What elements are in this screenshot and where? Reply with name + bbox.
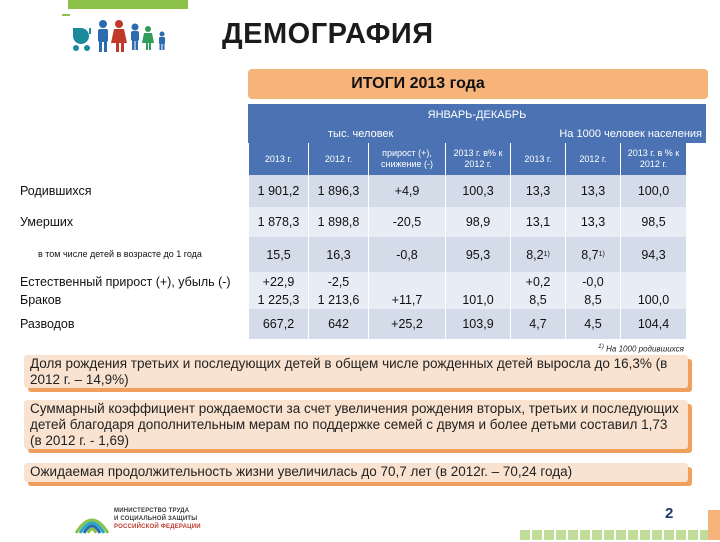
table-cell: +0,2	[510, 272, 565, 291]
table-cell	[565, 237, 620, 272]
info-box-third-children: Доля рождения третьих и последующих детей в общем числе рожденных детей выросла до 16,3% (в 2012 г. – 14,9%)	[24, 355, 688, 388]
table-row	[18, 309, 706, 339]
column-header: 2013 г. в% к 2012 г.	[445, 143, 510, 175]
ministry-line: РОССИЙСКОЙ ФЕДЕРАЦИИ	[114, 524, 201, 530]
table-cell: 101,0	[445, 291, 510, 309]
ministry-name	[114, 507, 201, 531]
table-cell: 16,3	[308, 237, 368, 272]
table-footnote	[598, 343, 684, 354]
table-cell: 13,1	[510, 207, 565, 237]
footnote-mark: 1)	[598, 343, 604, 350]
table-cell: 95,3	[445, 237, 510, 272]
table-cell: 1 878,3	[248, 207, 308, 237]
table-cell: -2,5	[308, 272, 368, 291]
table-row	[18, 207, 706, 237]
footer-decoration	[520, 530, 710, 540]
column-header: прирост (+), снижение (-)	[368, 143, 445, 175]
group-per-1000: На 1000 человек населения	[559, 128, 702, 140]
group-thousand-people: тыс. человек	[328, 128, 394, 140]
subtitle: ИТОГИ 2013 года	[351, 75, 485, 92]
table-cell	[510, 237, 565, 272]
top-accent-bar	[68, 0, 188, 9]
ministry-line: И СОЦИАЛЬНОЙ ЗАЩИТЫ	[114, 516, 198, 522]
info-box-fertility-rate: Суммарный коэффициент рождаемости за счет увеличения рождения вторых, третьих и последующих детей благодаря дополнительным мерам по поддержке семей с двумя и более детьми составил 1,73 (в 2012 г. - 1,69)	[24, 400, 688, 449]
table-cell: 104,4	[620, 309, 686, 339]
cell-value: 8,7	[581, 247, 599, 262]
table-cell: 1 898,8	[308, 207, 368, 237]
table-cell: 13,3	[565, 207, 620, 237]
table-cell: 642	[308, 309, 368, 339]
column-header: 2013 г. в % к 2012 г.	[620, 143, 686, 175]
table-cell: -0,0	[565, 272, 620, 291]
info-box-life-expectancy: Ожидаемая продолжительность жизни увеличилась до 70,7 лет (в 2012г. – 70,24 года)	[24, 463, 688, 482]
subtitle-banner	[248, 69, 708, 99]
table-cell: +11,7	[368, 291, 445, 309]
row-label: Умерших	[20, 215, 74, 229]
table-cell: 13,3	[510, 175, 565, 207]
row-label: Родившихся	[20, 184, 92, 198]
table-cell: 1 213,6	[308, 291, 368, 309]
table-cell: 98,5	[620, 207, 686, 237]
ministry-emblem-icon	[74, 503, 110, 537]
table-period-header: ЯНВАРЬ-ДЕКАБРЬ	[248, 104, 706, 126]
table-cell: 98,9	[445, 207, 510, 237]
table-cell: 8,5	[565, 291, 620, 309]
table-cell: -20,5	[368, 207, 445, 237]
table-cell	[620, 272, 686, 291]
table-cell: 1 225,3	[248, 291, 308, 309]
row-label: Естественный прирост (+), убыль (-)	[20, 274, 231, 289]
footnote-mark: 1)	[543, 251, 550, 258]
row-label: в том числе детей в возрасте до 1 года	[38, 249, 202, 259]
table-cell: 1 901,2	[248, 175, 308, 207]
column-header: 2012 г.	[308, 143, 368, 175]
top-accent-line	[62, 14, 70, 16]
corner-accent-bar	[708, 510, 720, 540]
table-cell: 13,3	[565, 175, 620, 207]
table-column-headers	[248, 143, 706, 175]
ministry-logo	[74, 503, 274, 540]
footnote-mark: 1)	[598, 251, 605, 258]
table-row	[18, 237, 706, 272]
table-cell: 100,0	[620, 175, 686, 207]
ministry-line: МИНИСТЕРСТВО ТРУДА	[114, 508, 190, 514]
column-header: 2013 г.	[510, 143, 565, 175]
page-title: ДЕМОГРАФИЯ	[222, 18, 434, 50]
row-label: Браков	[20, 293, 62, 307]
table-cell: +4,9	[368, 175, 445, 207]
column-header: 2012 г.	[565, 143, 620, 175]
table-row	[18, 175, 706, 207]
table-cell: 4,5	[565, 309, 620, 339]
table-group-header	[248, 126, 706, 143]
table-row	[18, 272, 706, 291]
table-cell: +25,2	[368, 309, 445, 339]
table-row	[18, 291, 706, 309]
table-cell: 8,5	[510, 291, 565, 309]
table-cell: +22,9	[248, 272, 308, 291]
column-header: 2013 г.	[248, 143, 308, 175]
row-label: Разводов	[20, 317, 75, 331]
table-cell: 94,3	[620, 237, 686, 272]
page-number: 2	[665, 505, 674, 522]
table-cell: 1 896,3	[308, 175, 368, 207]
table-cell: 667,2	[248, 309, 308, 339]
cell-value: 8,2	[526, 247, 544, 262]
family-icon	[70, 14, 195, 54]
table-cell: -0,8	[368, 237, 445, 272]
table-cell: 100,3	[445, 175, 510, 207]
table-cell: 103,9	[445, 309, 510, 339]
footnote-text: На 1000 родившихся	[606, 344, 684, 354]
table-cell: 100,0	[620, 291, 686, 309]
table-cell: 4,7	[510, 309, 565, 339]
table-cell	[445, 272, 510, 291]
table-cell	[368, 272, 445, 291]
table-cell: 15,5	[248, 237, 308, 272]
